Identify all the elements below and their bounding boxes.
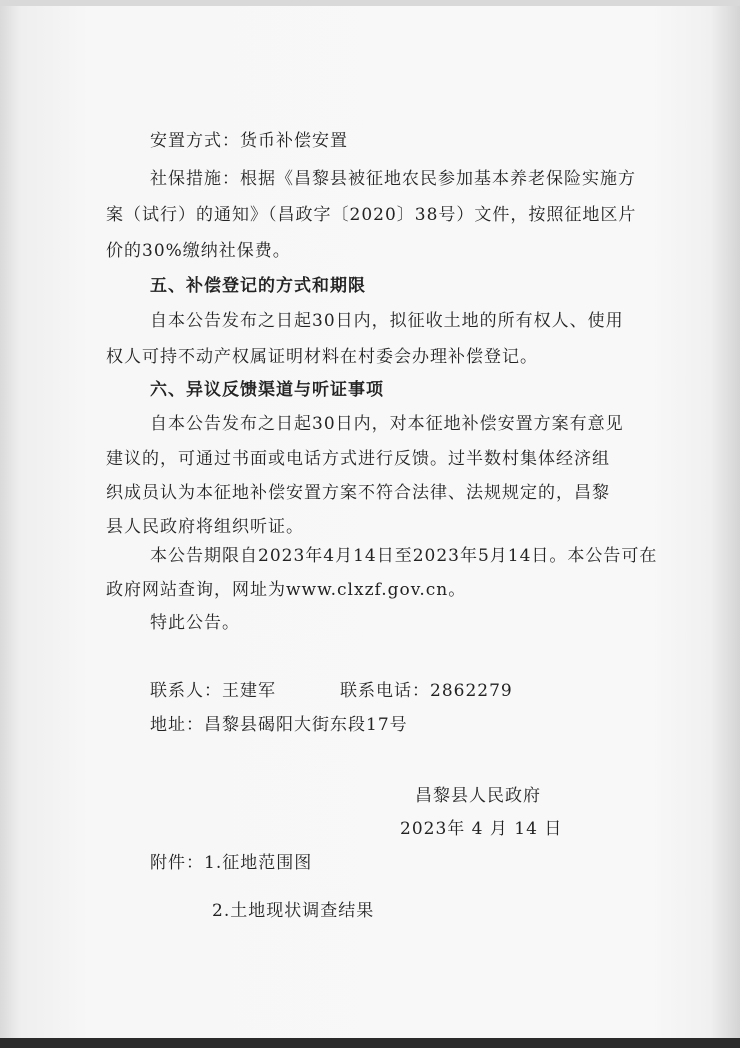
social-security-line-3: 价的30%缴纳社保费。 <box>106 241 291 261</box>
period-line-1: 本公告期限自2023年4月14日至2023年5月14日。本公告可在 <box>150 546 658 566</box>
address: 地址：昌黎县碣阳大街东段17号 <box>150 715 408 735</box>
section-5-line-2: 权人可持不动产权属证明材料在村委会办理补偿登记。 <box>106 347 538 367</box>
section-6-line-4: 县人民政府将组织听证。 <box>106 517 304 537</box>
section-5-heading: 五、补偿登记的方式和期限 <box>150 276 366 296</box>
issue-date: 2023年 4 月 14 日 <box>400 819 563 839</box>
period-line-2: 政府网站查询，网址为www.clxzf.gov.cn。 <box>106 580 467 600</box>
attachment-2: 2.土地现状调查结果 <box>212 901 375 921</box>
social-security-line-2: 案（试行）的通知》（昌政字〔2020〕38号）文件，按照征地区片 <box>106 205 637 225</box>
social-security-line-1: 社保措施：根据《昌黎县被征地农民参加基本养老保险实施方 <box>150 169 636 189</box>
section-6-line-2: 建议的，可通过书面或电话方式进行反馈。过半数村集体经济组 <box>106 449 610 469</box>
scan-shadow-left <box>0 0 20 1048</box>
scan-edge-top <box>0 0 740 6</box>
attachment-1: 附件：1.征地范围图 <box>150 853 313 873</box>
section-6-line-3: 织成员认为本征地补偿安置方案不符合法律、法规规定的，昌黎 <box>106 483 610 503</box>
section-5-line-1: 自本公告发布之日起30日内，拟征收土地的所有权人、使用 <box>150 311 624 331</box>
notice-closing: 特此公告。 <box>150 613 240 633</box>
issuer-name: 昌黎县人民政府 <box>415 786 541 806</box>
scan-shadow-right <box>710 0 740 1048</box>
contact-person: 联系人：王建军 <box>150 681 276 701</box>
contact-phone: 联系电话：2862279 <box>340 681 513 701</box>
resettlement-method: 安置方式：货币补偿安置 <box>150 131 348 151</box>
section-6-line-1: 自本公告发布之日起30日内，对本征地补偿安置方案有意见 <box>150 414 624 434</box>
section-6-heading: 六、异议反馈渠道与听证事项 <box>150 380 384 400</box>
scan-edge-bottom <box>0 1038 740 1048</box>
